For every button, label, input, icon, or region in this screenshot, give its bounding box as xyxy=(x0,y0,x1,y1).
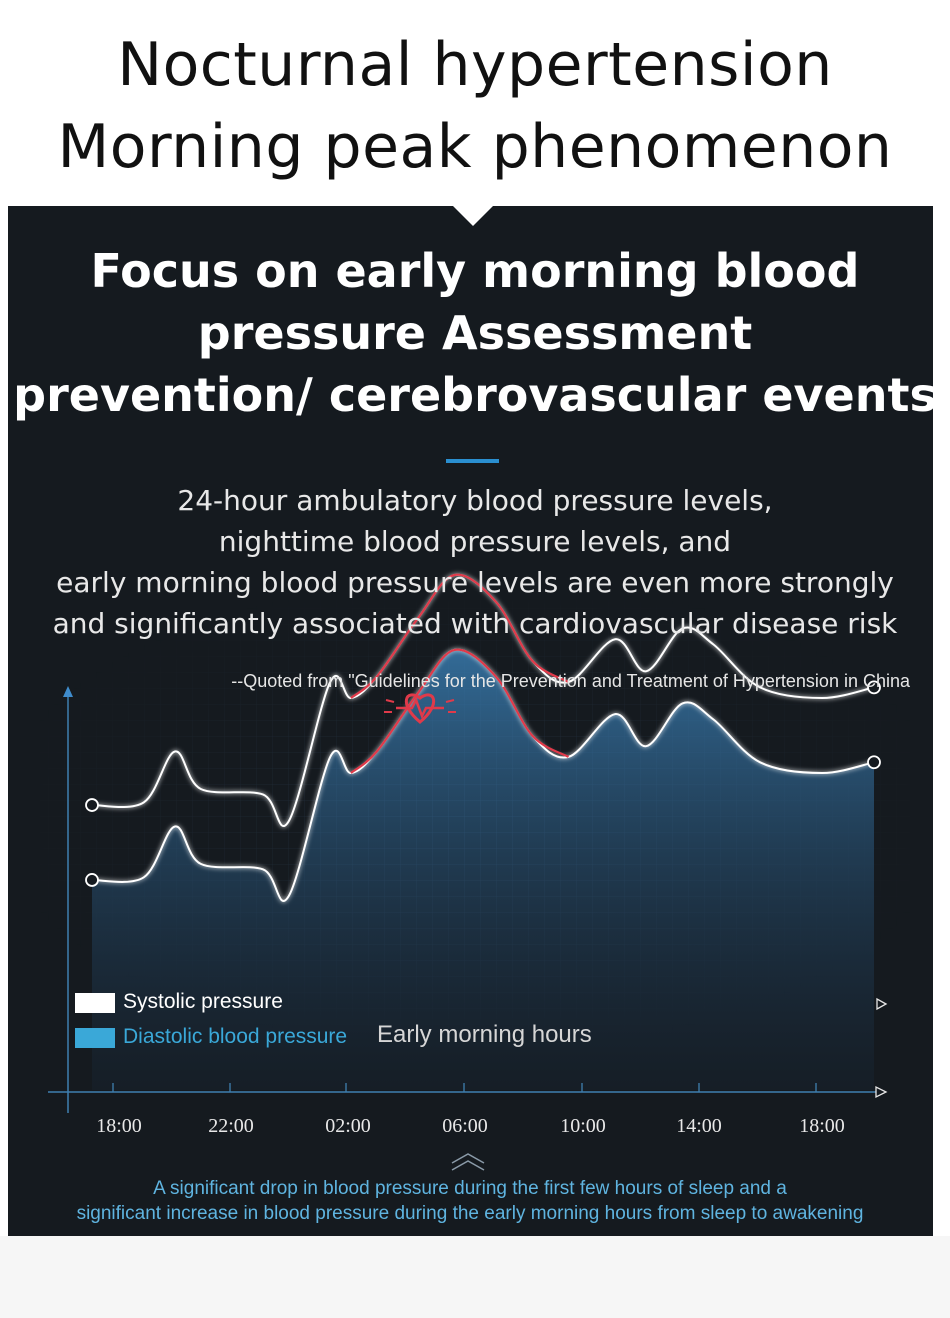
up-chevrons-icon xyxy=(452,1154,484,1170)
legend-label-diastolic: Diastolic blood pressure xyxy=(123,1025,348,1048)
legend-swatch-diastolic xyxy=(75,1028,115,1048)
ticks-layer xyxy=(96,1083,845,1137)
systolic-start-point xyxy=(86,799,98,811)
footer-line-1: A significant drop in blood pressure during the first few hours of sleep and a xyxy=(153,1178,787,1199)
quote-line-2: nighttime blood pressure levels, and xyxy=(218,525,732,558)
early-morning-annotation: Early morning hours xyxy=(377,1021,592,1048)
page-title-line-2: Morning peak phenomenon xyxy=(57,112,893,182)
diastolic-start-point xyxy=(86,874,98,886)
x-tick-label: 18:00 xyxy=(96,1115,142,1137)
x-tick-label: 02:00 xyxy=(325,1115,371,1137)
quote-line-3: early morning blood pressure levels are even more strongly xyxy=(56,566,894,599)
footer-line-2: significant increase in blood pressure during the early morning hours from sleep to awakening xyxy=(76,1203,864,1224)
x-tick-label: 10:00 xyxy=(560,1115,606,1137)
x-tick-label: 18:00 xyxy=(799,1115,845,1137)
quote-line-1: 24-hour ambulatory blood pressure levels, xyxy=(177,484,773,517)
x-tick-label: 06:00 xyxy=(442,1115,488,1137)
legend-label-systolic: Systolic pressure xyxy=(123,990,283,1013)
bottom-strip xyxy=(0,1236,950,1318)
diastolic-end-point xyxy=(868,756,880,768)
quote-line-4: and significantly associated with cardiovascular disease risk xyxy=(52,607,898,640)
panel-title-line-3: prevention/ cerebrovascular events xyxy=(13,368,937,422)
accent-divider xyxy=(446,459,499,463)
panel-notch xyxy=(453,206,493,226)
legend-swatch-systolic xyxy=(75,993,115,1013)
panel-title-line-1: Focus on early morning blood xyxy=(90,244,860,298)
x-tick-label: 14:00 xyxy=(676,1115,722,1137)
page-title-line-1: Nocturnal hypertension xyxy=(117,30,833,100)
quote-source: --Quoted from "Guidelines for the Prevention and Treatment of Hypertension in China xyxy=(231,671,910,691)
x-tick-label: 22:00 xyxy=(208,1115,254,1137)
x-axis-arrow xyxy=(876,1087,886,1097)
panel-title-line-2: pressure Assessment xyxy=(197,306,753,360)
